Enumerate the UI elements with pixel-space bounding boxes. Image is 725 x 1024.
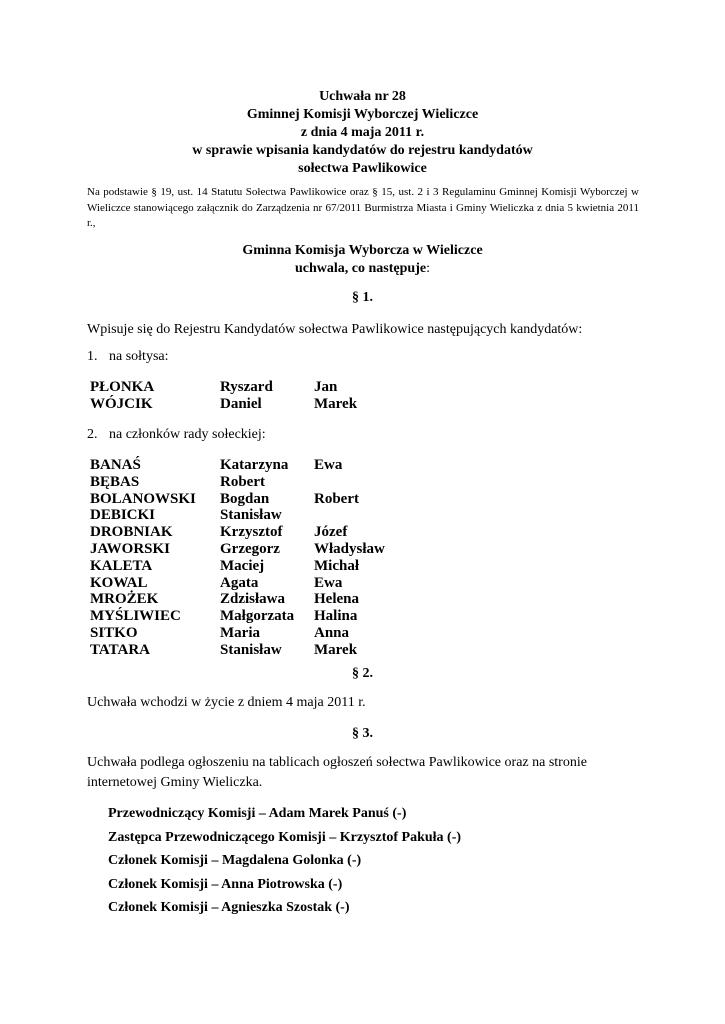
candidate-surname: MROŻEK	[90, 591, 159, 608]
candidate-second-name: Anna	[314, 624, 350, 641]
section-3-heading: § 3.	[352, 726, 373, 741]
section-3-text: Uchwała podlega ogłoszeniu na tablicach ogłoszeń sołectwa Pawlikowice oraz na stronie internetowej Gminy Wieliczka.	[87, 755, 587, 790]
list-number: 2.	[87, 427, 98, 442]
candidate-second-name: Halina	[314, 608, 358, 625]
candidate-second-name: Ewa	[314, 457, 343, 473]
commission-heading	[0, 242, 725, 278]
candidate-surname: BOLANOWSKI	[90, 490, 196, 507]
candidate-surname: DEBICKI	[90, 507, 156, 524]
candidate-surname: SITKO	[90, 624, 138, 641]
candidate-second-name: Michał	[314, 557, 359, 574]
candidate-first-name: Daniel	[220, 395, 262, 412]
list-label: na sołtysa:	[109, 349, 169, 364]
candidate-row	[90, 379, 404, 396]
candidate-first-name: Ryszard	[220, 379, 273, 395]
candidate-row	[90, 396, 404, 413]
legal-basis-paragraph: Na podstawie § 19, ust. 14 Statutu Sołectwa Pawlikowice oraz § 15, ust. 2 i 3 Regulaminu Gminnej Komisji Wyborczej w Wieliczce stanowiącego załącznik do Zarządzenia nr 67/2011 Burmistrza Miasta i Gminy Wieliczka z dnia 5 kwietnia 2011 r.,	[87, 186, 639, 229]
candidate-first-name: Robert	[220, 473, 265, 490]
soltys-candidates-table	[90, 379, 404, 413]
candidate-surname: KOWAL	[90, 574, 148, 591]
candidate-surname: JAWORSKI	[90, 540, 171, 557]
list-item-soltys	[87, 348, 169, 366]
signature-line: Członek Komisji – Anna Piotrowska (-)	[108, 876, 343, 892]
candidate-first-name: Maciej	[220, 557, 265, 574]
section-1-text: Wpisuje się do Rejestru Kandydatów sołectwa Pawlikowice następujących kandydatów:	[87, 322, 583, 337]
candidate-surname: WÓJCIK	[90, 395, 153, 412]
signature-line: Członek Komisji – Magdalena Golonka (-)	[108, 853, 362, 868]
candidate-row	[90, 524, 404, 541]
signature-line: Przewodniczący Komisji – Adam Marek Panuś (-)	[108, 806, 407, 821]
candidate-first-name: Stanisław	[220, 641, 282, 658]
candidate-row	[90, 541, 404, 558]
candidate-surname: BĘBAS	[90, 473, 140, 490]
signature-line: Członek Komisji – Agnieszka Szostak (-)	[108, 900, 350, 915]
candidate-row	[90, 575, 404, 592]
candidate-row	[90, 591, 404, 608]
resolution-number: Uchwała nr 28	[319, 89, 406, 104]
resolution-date: z dnia 4 maja 2011 r.	[300, 125, 425, 140]
candidate-row	[90, 642, 404, 659]
candidate-first-name: Katarzyna	[220, 457, 289, 473]
commission-name: Gminna Komisja Wyborcza w Wieliczce	[242, 243, 483, 258]
candidate-second-name: Jan	[314, 379, 338, 395]
section-2-text: Uchwała wchodzi w życie z dniem 4 maja 2011 r.	[87, 695, 366, 710]
candidate-first-name: Stanisław	[220, 507, 282, 524]
commission-resolves-text: uchwala, co następuje	[295, 261, 427, 276]
list-label: na członków rady sołeckiej:	[109, 427, 266, 442]
resolution-subject-village: sołectwa Pawlikowice	[298, 161, 427, 176]
signatures-block	[108, 802, 461, 920]
candidate-surname: PŁONKA	[90, 379, 155, 395]
candidate-row	[90, 474, 404, 491]
candidate-row	[90, 608, 404, 625]
candidate-second-name: Władysław	[314, 540, 385, 557]
candidate-row	[90, 625, 404, 642]
candidate-first-name: Bogdan	[220, 490, 270, 507]
candidate-first-name: Maria	[220, 624, 260, 641]
section-1-heading: § 1.	[352, 290, 373, 305]
candidate-row	[90, 558, 404, 575]
candidate-first-name: Grzegorz	[220, 540, 280, 557]
candidate-surname: DROBNIAK	[90, 524, 173, 541]
list-item-rada	[87, 426, 266, 444]
resolution-header	[0, 88, 725, 178]
candidate-row	[90, 491, 404, 508]
candidate-second-name: Marek	[314, 641, 358, 658]
commission-resolves	[0, 260, 725, 278]
issuing-body: Gminnej Komisji Wyborczej Wieliczce	[246, 107, 479, 122]
section-2-heading: § 2.	[352, 666, 373, 681]
candidate-first-name: Krzysztof	[220, 524, 283, 541]
candidate-surname: KALETA	[90, 557, 153, 574]
candidate-first-name: Agata	[220, 574, 259, 591]
council-candidates-table	[90, 457, 404, 659]
candidate-row	[90, 457, 404, 474]
candidate-second-name: Robert	[314, 490, 359, 507]
candidate-first-name: Małgorzata	[220, 608, 295, 625]
candidate-second-name: Marek	[314, 395, 358, 412]
commission-colon: :	[426, 261, 430, 276]
candidate-surname: MYŚLIWIEC	[90, 608, 181, 625]
candidate-second-name: Helena	[314, 591, 359, 608]
signature-line: Zastępca Przewodniczącego Komisji – Krzysztof Pakuła (-)	[108, 829, 462, 845]
list-number: 1.	[87, 349, 98, 364]
resolution-subject: w sprawie wpisania kandydatów do rejestru kandydatów	[192, 143, 533, 158]
candidate-second-name: Józef	[314, 524, 348, 541]
candidate-surname: BANAŚ	[90, 457, 141, 473]
candidate-first-name: Zdzisława	[220, 591, 286, 608]
candidate-second-name: Ewa	[314, 574, 343, 591]
candidate-surname: TATARA	[90, 641, 150, 658]
candidate-row	[90, 507, 404, 524]
